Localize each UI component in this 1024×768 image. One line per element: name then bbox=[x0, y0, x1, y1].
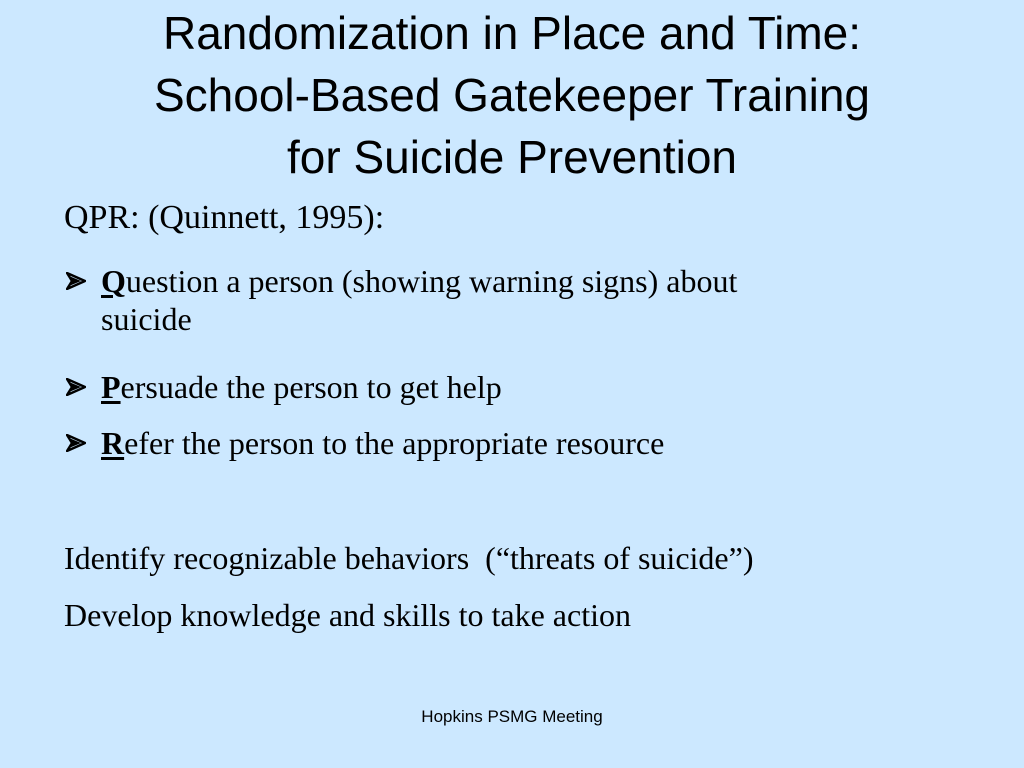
title-line: Randomization in Place and Time: bbox=[162, 7, 862, 59]
bullet-continuation: suicide bbox=[101, 301, 192, 337]
statement-develop: Develop knowledge and skills to take action bbox=[64, 597, 631, 633]
bullet-text bbox=[101, 258, 737, 304]
arrowhead-bullet-icon bbox=[64, 258, 96, 304]
slide-footer: Hopkins PSMG Meeting bbox=[421, 707, 603, 726]
title-line: School-Based Gatekeeper Training bbox=[154, 69, 870, 121]
bullet-text bbox=[101, 420, 664, 466]
statement-identify: Identify recognizable behaviors (“threats of suicide”) bbox=[64, 540, 754, 576]
bullet-initial: R bbox=[101, 425, 125, 461]
title-line: for Suicide Prevention bbox=[286, 131, 738, 183]
arrowhead-bullet-icon bbox=[64, 364, 96, 410]
bullet-rest: efer the person to the appropriate resource bbox=[124, 425, 665, 461]
qpr-intro: QPR: (Quinnett, 1995): bbox=[64, 199, 385, 236]
bullet-rest: ersuade the person to get help bbox=[120, 369, 502, 405]
bullet-rest: uestion a person (showing warning signs) about bbox=[125, 263, 738, 299]
bullet-initial: P bbox=[101, 369, 121, 405]
slide-title bbox=[40, 2, 984, 188]
arrowhead-bullet-icon bbox=[64, 420, 96, 466]
bullet-initial: Q bbox=[101, 263, 126, 299]
bullet-text bbox=[101, 364, 502, 410]
